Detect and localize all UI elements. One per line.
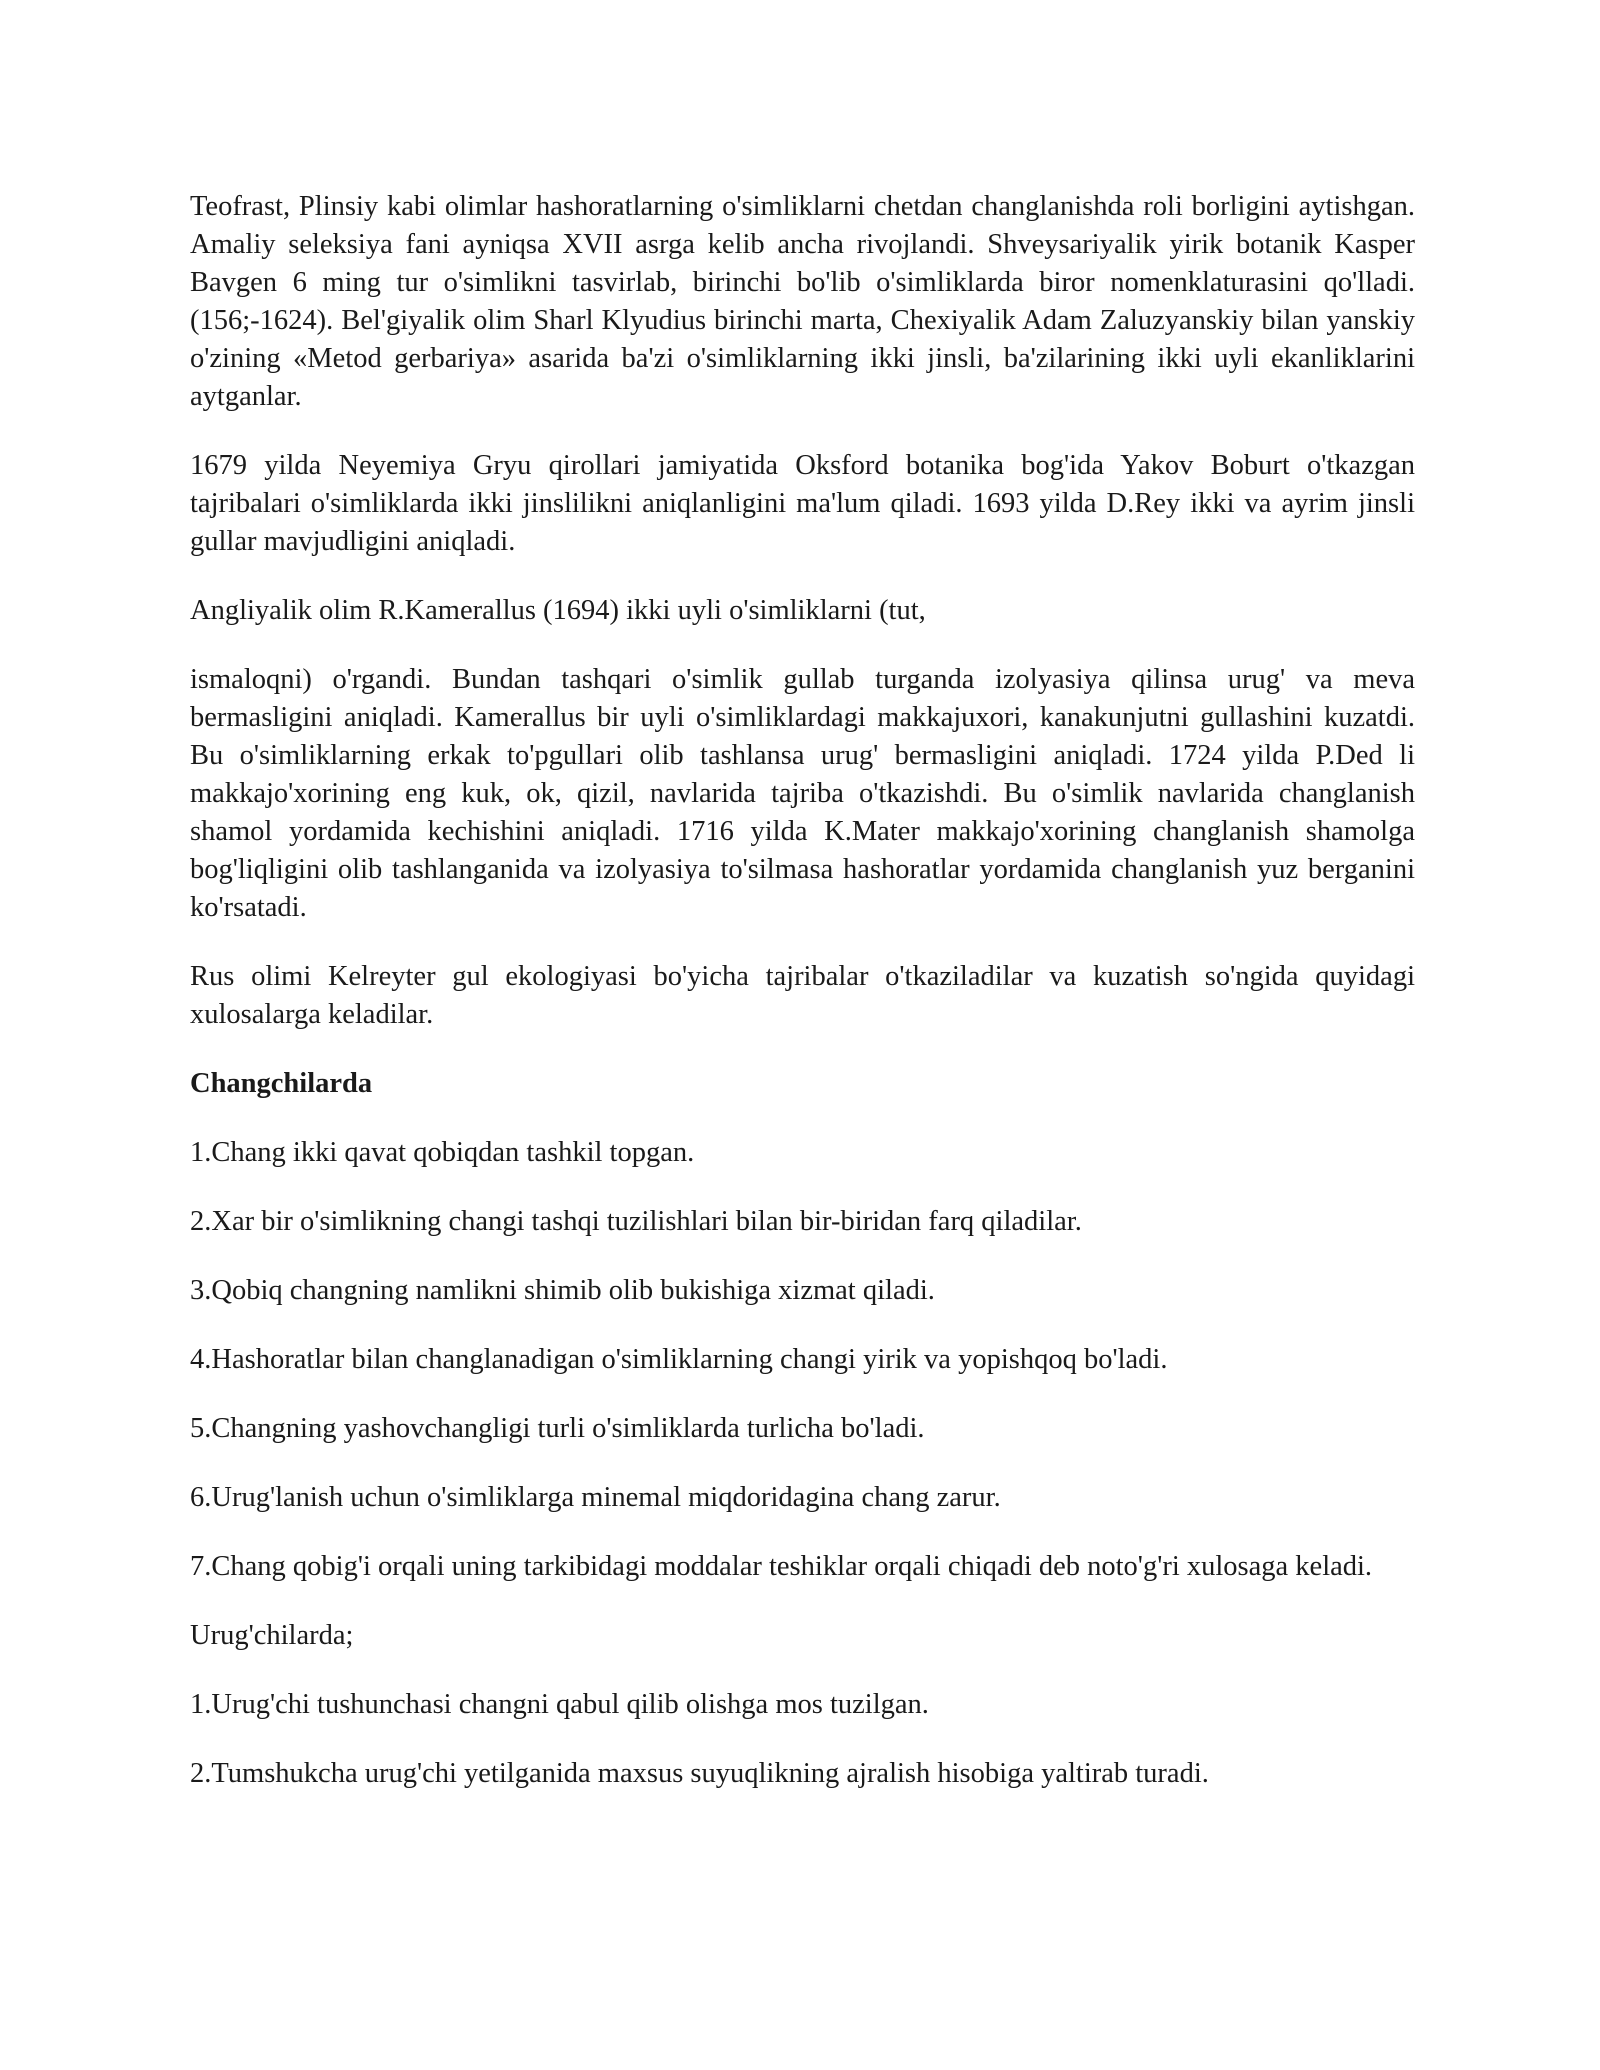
list-item: 5.Changning yashovchangligi turli o'simliklarda turlicha bo'ladi. <box>190 1413 925 1444</box>
list-item: 4.Hashoratlar bilan changlanadigan o'simliklarning changi yirik va yopishqoq bo'ladi. <box>190 1344 1168 1375</box>
list-item: 6.Urug'lanish uchun o'simliklarga minemal miqdoridagina chang zarur. <box>190 1482 1001 1513</box>
paragraph-kamerallus-start: Angliyalik olim R.Kamerallus (1694) ikki uyli o'simliklarni (tut, <box>190 595 926 626</box>
list-item: 2.Tumshukcha urug'chi yetilganida maxsus suyuqlikning ajralish hisobiga yaltirab turadi. <box>190 1758 1209 1789</box>
paragraph-kelreyter: Rus olimi Kelreyter gul ekologiyasi bo'yicha tajribalar o'tkaziladilar va kuzatish so'ngida quyidagi xulosalarga keladilar. <box>190 961 1415 1030</box>
document-page <box>190 188 1415 1824</box>
paragraph-history-intro: Teofrast, Plinsiy kabi olimlar hashoratlarning o'simliklarni chetdan changlanishda roli borligini aytishgan. Amaliy seleksiya fani ayniqsa XVII asrga kelib ancha rivojlandi. Shveysariyalik yirik botanik Kasper Bavgen 6 ming tur o'simlikni tasvirlab, birinchi bo'lib o'simliklarda biror nomenklaturasini qo'lladi.(156;-1624). Bel'giyalik olim Sharl Klyudius birinchi marta, Chexiyalik Adam Zaluzyanskiy bilan yanskiy o'zining «Metod gerbariya» asarida ba'zi o'simliklarning ikki jinsli, ba'zilarining ikki uyli ekanliklarini aytganlar. <box>190 191 1415 412</box>
list-item: 2.Xar bir o'simlikning changi tashqi tuzilishlari bilan bir-biridan farq qiladilar. <box>190 1206 1082 1237</box>
paragraph-1679: 1679 yilda Neyemiya Gryu qirollari jamiyatida Oksford botanika bog'ida Yakov Boburt o'tkazgan tajribalari o'simliklarda ikki jinslilikni aniqlanligini ma'lum qiladi. 1693 yilda D.Rey ikki va ayrim jinsli gullar mavjudligini aniqladi. <box>190 450 1415 557</box>
list-item: 1.Chang ikki qavat qobiqdan tashkil topgan. <box>190 1137 695 1168</box>
list-item: 3.Qobiq changning namlikni shimib olib bukishiga xizmat qiladi. <box>190 1275 935 1306</box>
heading-changchilarda: Changchilarda <box>190 1068 373 1099</box>
paragraph-kamerallus-continued: ismaloqni) o'rgandi. Bundan tashqari o'simlik gullab turganda izolyasiya qilinsa urug' va meva bermasligini aniqladi. Kamerallus bir uyli o'simliklardagi makkajuxori, kanakunjutni gullashini kuzatdi. Bu o'simliklarning erkak to'pgullari olib tashlansa urug' bermasligini aniqladi. 1724 yilda P.Ded li makkajo'xorining eng kuk, ok, qizil, navlarida tajriba o'tkazishdi. Bu o'simlik navlarida changlanish shamol yordamida kechishini aniqladi. 1716 yilda K.Mater makkajo'xorining changlanish shamolga bog'liqligini olib tashlanganida va izolyasiya to'silmasa hashoratlar yordamida changlanish yuz berganini ko'rsatadi. <box>190 664 1415 923</box>
list-item: 1.Urug'chi tushunchasi changni qabul qilib olishga mos tuzilgan. <box>190 1689 929 1720</box>
list-item: 7.Chang qobig'i orqali uning tarkibidagi moddalar teshiklar orqali chiqadi deb noto'g'ri xulosaga keladi. <box>190 1551 1373 1582</box>
heading-urugchilarda: Urug'chilarda; <box>190 1620 354 1651</box>
